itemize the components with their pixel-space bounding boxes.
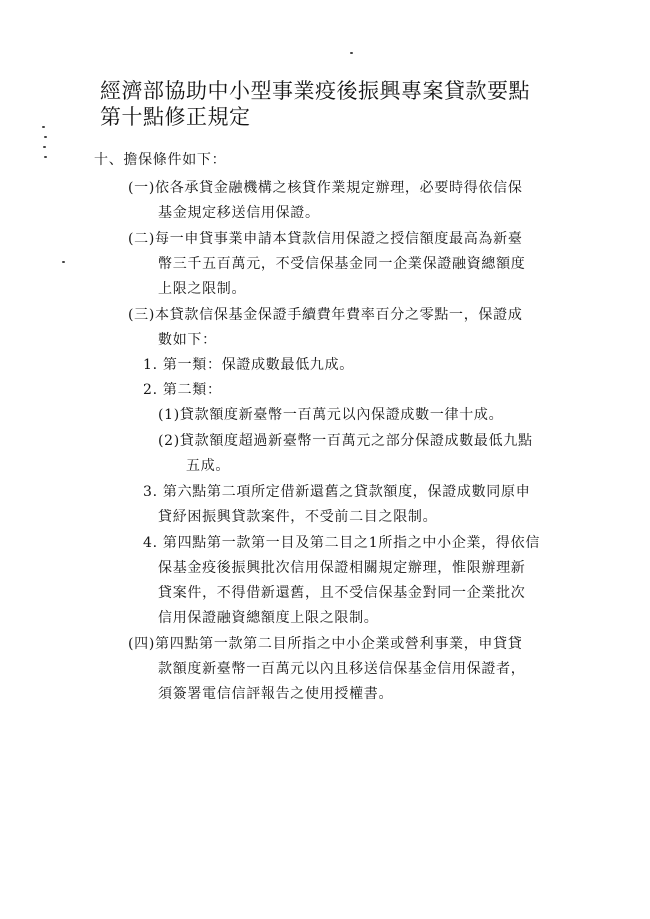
scan-speck (350, 52, 353, 54)
scan-speck (43, 146, 46, 148)
title-line-1: 經濟部協助中小型事業疫後振興專案貸款要點 (100, 79, 530, 103)
item-2-line-2: 幣三千五百萬元，不受信保基金同一企業保證融資總額度 (158, 256, 526, 272)
sub-item-3-line-2: 貸紓困振興貸款案件，不受前二目之限制。 (158, 509, 438, 525)
item-3-line-1: (三)本貸款信保基金保證手續費年費率百分之零點一，保證成 (128, 307, 523, 323)
item-4-line-2: 款額度新臺幣一百萬元以內且移送信保基金信用保證者， (158, 661, 526, 677)
item-3-line-2: 數如下： (158, 332, 217, 348)
section-heading: 十、擔保條件如下： (94, 152, 227, 168)
item-1-line-2: 基金規定移送信用保證。 (158, 205, 320, 221)
title-line-2: 第十點修正規定 (100, 105, 251, 129)
item-2-line-3: 上限之限制。 (158, 281, 247, 297)
sub-item-4-line-2: 保基金疫後振興批次信用保證相關規定辦理，惟限辦理新 (158, 560, 526, 576)
scan-speck (42, 126, 45, 128)
sub-item-1: 1. 第一類：保證成數最低九成。 (143, 357, 355, 373)
sub-item-2: 2. 第二類： (143, 382, 222, 398)
item-2-line-1: (二)每一申貸事業申請本貸款信用保證之授信額度最高為新臺 (128, 231, 523, 247)
sub-item-4-line-1: 4. 第四點第一款第一目及第二目之1所指之中小企業，得依信 (143, 535, 541, 551)
item-1-line-1: (一)依各承貸金融機構之核貸作業規定辦理，必要時得依信保 (128, 180, 523, 196)
scan-speck (44, 136, 47, 138)
document-title (100, 78, 540, 130)
scan-speck (62, 261, 65, 263)
sub-item-2a: (1)貸款額度新臺幣一百萬元以內保證成數一律十成。 (158, 407, 504, 423)
sub-item-2b-line-2: 五成。 (186, 458, 231, 474)
sub-item-4-line-3: 貸案件，不得借新還舊，且不受信保基金對同一企業批次 (158, 585, 526, 601)
scan-speck (44, 156, 47, 158)
item-4-line-3: 須簽署電信信評報告之使用授權書。 (158, 686, 394, 702)
sub-item-2b-line-1: (2)貸款額度超過新臺幣一百萬元之部分保證成數最低九點 (158, 433, 533, 449)
item-4-line-1: (四)第四點第一款第二目所指之中小企業或營利事業，申貸貸 (128, 636, 523, 652)
sub-item-4-line-4: 信用保證融資總額度上限之限制。 (158, 610, 379, 626)
sub-item-3-line-1: 3. 第六點第二項所定借新還舊之貸款額度，保證成數同原申 (143, 484, 531, 500)
